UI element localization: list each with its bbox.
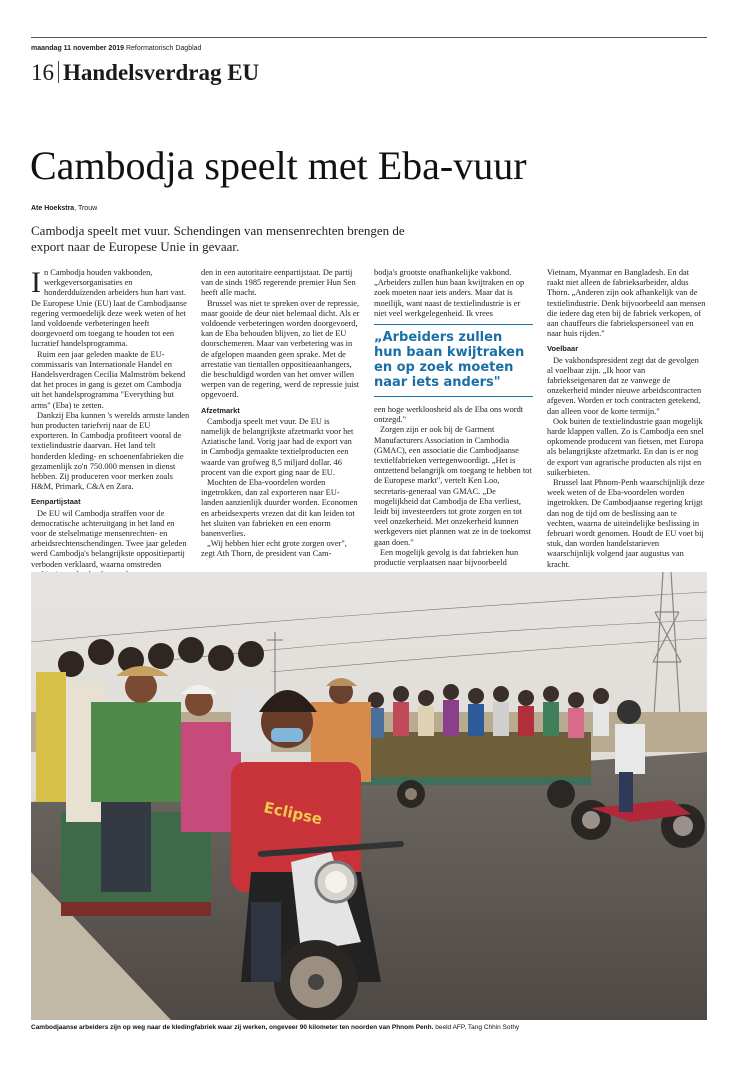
paragraph: De vakbondspresident zegt dat de gevolgen al voelbaar zijn. „Ik hoor van fabriekseigenaren dat ze vanwege de onzekerheid minder nieuwe arbeidscontracten afgeven. Worden er toch contracten getekend, dan alleen voor de korte termijn." <box>547 355 702 416</box>
article-headline: Cambodja speelt met Eba-vuur <box>30 143 527 188</box>
drop-cap: I <box>31 266 41 299</box>
section-divider <box>58 61 59 83</box>
article-photo <box>31 572 707 1020</box>
paragraph: bodja's grootste onafhankelijke vakbond. „Arbeiders zullen hun baan kwijtraken en op zoek moeten naar iets anders. Maar dat is moeilijk, want naast de textielindustrie is er niet veel werkgelegenheid. Ik vrees <box>374 268 525 318</box>
paragraph: Brussel laat Phnom-Penh waarschijnlijk deze week weten of de Eba-voordelen worden ingetrokken. De Cambodjaanse regering krijgt dan nog de tijd om de beslissing aan te vechten, waarna de uiteindelijke beslissing in februari wordt genomen. Houdt de EU voet bij stuk, dan worden handelstarieven waarschijnlijk volgend jaar augustus van kracht. <box>547 478 705 569</box>
author-name: Ate Hoekstra <box>31 205 75 212</box>
article-column-3-continued <box>374 405 533 568</box>
photo-illustration <box>31 572 707 1020</box>
newspaper-name: Reformatorisch Dagblad <box>125 45 202 52</box>
paragraph: In Cambodja houden vakbonden, werkgeversorganisaties en honderdduizenden arbeiders hun hart vast. De Europese Unie (EU) laat de Cambodjaanse regering vermoedelijk deze week weten of het land voldoende verbeteringen heeft doorgevoerd om toegang te houden tot een lucratief handelsprogramma. <box>31 266 187 349</box>
article-column-3 <box>374 268 533 319</box>
section-title: Handelsverdrag EU <box>63 60 260 85</box>
paragraph: Een mogelijk gevolg is dat fabrieken hun productie verplaatsen naar bijvoorbeeld <box>374 547 519 568</box>
caption-text: Cambodjaanse arbeiders zijn op weg naar de kledingfabriek waar zij werken, ongeveer 90 kilometer ten noorden van Phnom Penh. <box>31 1024 434 1031</box>
article-column-4 <box>547 268 706 570</box>
subheading: Eenpartijstaat <box>31 497 81 507</box>
paragraph: Zorgen zijn er ook bij de Garment Manufacturers Association in Cambodia (GMAC), een associatie die Cambodjaanse textielfabrieken vertegenwoordigt. „Het is ontzettend belangrijk om toegang te hebben tot de Europese markt", vertelt Ken Loo, secretaris-generaal van GMAC. „De mogelijkheid dat Cambodja de Eba verliest, leidt bij investeerders tot grote zorgen en tot veel onzekerheid. Met onzekerheid kunnen werkgevers niet plannen wat ze in de toekomst gaan doen." <box>374 425 532 547</box>
paragraph: Brussel was niet te spreken over de repressie, maar gooide de deur niet helemaal dicht. Als er voldoende verbeteringen worden doorgevoerd, kan de Eba behouden blijven, zo liet de EU doorschemeren. Maar van verbetering was in de afgelopen maanden geen sprake. Met de arrestatie van tientallen oppositieaanhangers, die beschuldigd worden van het omver willen werpen van de regering, werd de repressie juist opgevoerd. <box>201 298 360 400</box>
section-header <box>31 60 259 86</box>
paragraph: Vietnam, Myanmar en Bangladesh. En dat raakt niet alleen de fabrieksarbeider, aldus Thorn. „Anderen zijn ook afhankelijk van de textielindustrie. Denk bijvoorbeeld aan mensen die iedere dag eten bij de fabriek verkopen, of aan chauffeurs die fabriekspersoneel van en naar huis rijden." <box>547 268 706 339</box>
article-intro: Cambodja speelt met vuur. Schendingen van mensenrechten brengen de export naar de Europese Unie in gevaar. <box>31 223 405 254</box>
shirt-text: Eclipse <box>262 798 324 829</box>
issue-date: maandag 11 november 2019 <box>31 45 124 52</box>
pull-quote: „Arbeiders zullen hun baan kwijtraken en op zoek moeten naar iets anders" <box>374 324 533 397</box>
byline: Ate Hoekstra, Trouw <box>31 205 98 212</box>
paragraph: Dankzij Eba kunnen 's werelds armste landen hun producten tariefvrij naar de EU exporteren. In Cambodja profiteert vooral de textielindustrie daarvan. Het land telt honderden kleding- en schoenenfabrieken die gezamenlijk zo'n 750.000 mensen in dienst hebben. Zij produceren voor merken zoals H&M, Primark, C&A en Zara. <box>31 410 190 492</box>
paragraph: Mochten de Eba-voordelen worden ingetrokken, dan zal exporteren naar EU-landen aanzienlijk duurder worden. Economen en arbeidsexperts vrezen dat dit kan leiden tot het sluiten van fabrieken en een enorm banenverlies. <box>201 478 358 539</box>
paragraph: Cambodja speelt met vuur. De EU is namelijk de belangrijkste afzetmarkt voor het Aziatische land. Vorig jaar had de export van in Cambodja gemaakte textielproducten een waarde van grofweg 8,5 miljard dollar. 46 procent van die export ging naar de EU. <box>201 416 354 477</box>
paragraph: „Wij hebben hier echt grote zorgen over", zegt Ath Thorn, de president van Cam- <box>201 539 347 559</box>
dateline <box>31 45 201 52</box>
paragraph: Ruim een jaar geleden maakte de EU-commissaris van Internationale Handel en Handelsverdragen Cecilia Malmström bekend dat het proces in gang is gezet om Cambodja uit het handelsprogramma "Everything but arms" (Eba) te zetten. <box>31 349 186 410</box>
article-column-1 <box>31 268 190 580</box>
page-number: 16 <box>31 60 54 85</box>
top-rule <box>31 37 707 38</box>
paragraph: den in een autoritaire eenpartijstaat. De partij van de sinds 1985 regerende premier Hun Sen heeft alle macht. <box>201 268 356 298</box>
photo-caption <box>31 1024 519 1031</box>
article-column-2 <box>201 268 360 560</box>
paragraph: Ook buiten de textielindustrie gaan mogelijk harde klappen vallen. Zo is Cambodja een snel opkomende producent van fietsen, met Europa als belangrijkste afzetmarkt. En dan is er nog de export van agrarische producten als rijst en suikerbieten. <box>547 416 704 477</box>
subheading: Afzetmarkt <box>201 405 240 415</box>
subheading: Voelbaar <box>547 344 579 354</box>
paragraph: De EU wil Cambodja straffen voor de democratische achteruitgang in het land en voor de stelselmatige mensenrechten- en arbeidsrechtenschendingen. Twee jaar geleden werd Cambodja's belangrijkste oppositiepartij verboden verklaard, waarna omstreden <box>31 508 187 569</box>
article-source: Trouw <box>77 205 98 212</box>
photo-credit: beeld AFP, Tang Chhin Sothy <box>435 1024 520 1031</box>
paragraph: een hoge werkloosheid als de Eba ons wordt ontzegd." <box>374 405 524 425</box>
